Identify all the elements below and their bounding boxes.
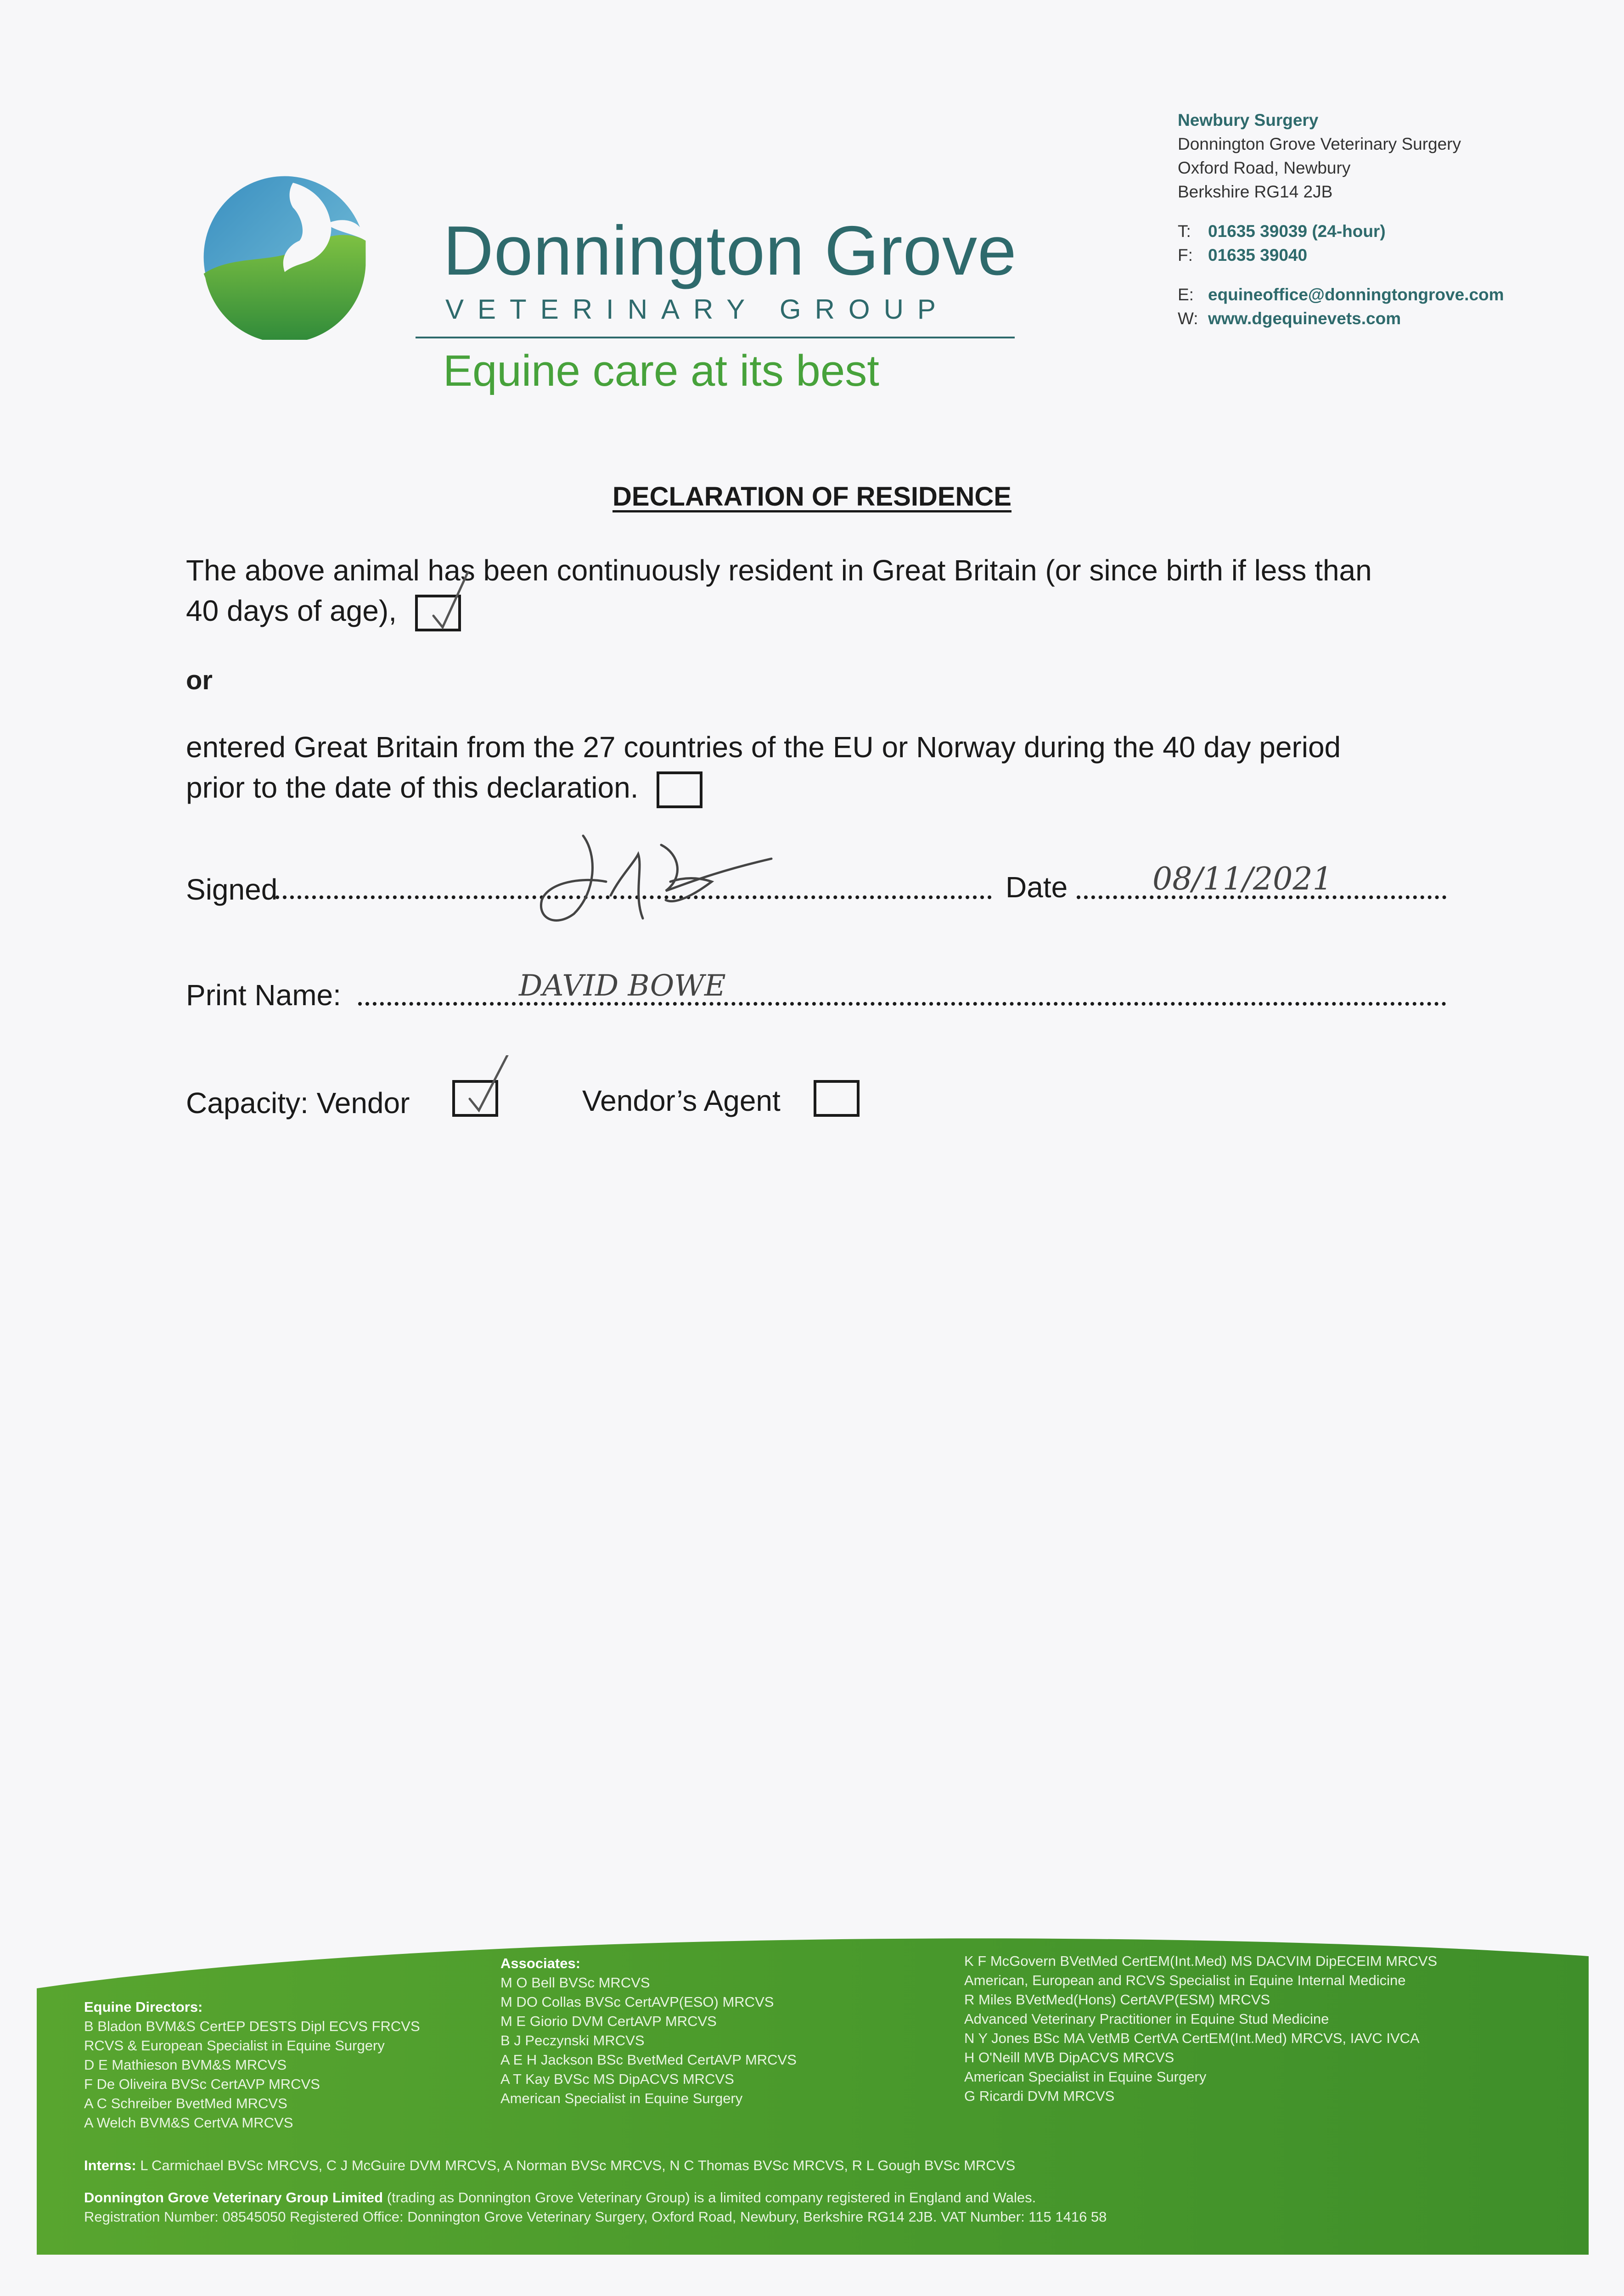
equine-directors — [84, 1998, 420, 2133]
brand-name: Donnington Grove — [443, 212, 1017, 290]
check-mark-icon — [461, 1055, 512, 1120]
vet-item: R Miles BVetMed(Hons) CertAVP(ESM) MRCVS — [964, 1992, 1270, 2008]
associate-item: A E H Jackson BSc BvetMed CertAVP MRCVS — [500, 2052, 797, 2068]
telephone: T: 01635 39039 (24-hour) — [1178, 222, 1386, 241]
director-item: D E Mathieson BVM&S MRCVS — [84, 2057, 287, 2073]
associates-heading: Associates: — [500, 1955, 581, 1971]
surgery-name: Newbury Surgery — [1178, 111, 1319, 129]
director-item: B Bladon BVM&S CertEP DESTS Dipl ECVS FRCVS — [84, 2018, 420, 2034]
director-item: RCVS & European Specialist in Equine Surgery — [84, 2037, 385, 2054]
address-line-3: Berkshire RG14 2JB — [1178, 182, 1333, 201]
checkbox-resident[interactable] — [415, 595, 461, 631]
contact-block — [1178, 108, 1591, 331]
address-line-1: Donnington Grove Veterinary Surgery — [1178, 135, 1461, 153]
director-item: F De Oliveira BVSc CertAVP MRCVS — [84, 2076, 320, 2092]
associate-item: M DO Collas BVSc CertAVP(ESO) MRCVS — [500, 1994, 774, 2010]
associate-item: A T Kay BVSc MS DipACVS MRCVS — [500, 2071, 734, 2087]
brand-tagline: Equine care at its best — [443, 346, 879, 395]
address-line-2: Oxford Road, Newbury — [1178, 158, 1351, 177]
checkbox-vendor[interactable] — [452, 1080, 498, 1117]
vet-item: Advanced Veterinary Practitioner in Equine Stud Medicine — [964, 2011, 1329, 2027]
checkbox-agent[interactable] — [814, 1080, 860, 1117]
associate-item: M E Giorio DVM CertAVP MRCVS — [500, 2013, 717, 2029]
vet-item: N Y Jones BSc MA VetMB CertVA CertEM(Int.Med) MRCVS, IAVC IVCA — [964, 2030, 1420, 2046]
associate-item: American Specialist in Equine Surgery — [500, 2090, 743, 2106]
check-mark-icon — [424, 570, 475, 634]
entry-line-1: entered Great Britain from the 27 countries of the EU or Norway during the 40 day period — [186, 731, 1341, 764]
print-name-label: Print Name: — [186, 979, 341, 1012]
company-name: Donnington Grove Veterinary Group Limited — [84, 2189, 383, 2206]
residence-statement — [186, 550, 1472, 631]
print-name-value[interactable]: DAVID BOWE — [519, 969, 726, 1003]
director-item: A C Schreiber BvetMed MRCVS — [84, 2095, 287, 2111]
interns-label: Interns: — [84, 2157, 136, 2173]
director-item: A Welch BVM&S CertVA MRCVS — [84, 2115, 293, 2131]
residence-line-1: The above animal has been continuously resident in Great Britain (or since birth if less than — [186, 554, 1372, 587]
vet-item: G Ricardi DVM MRCVS — [964, 2088, 1115, 2104]
vet-item: American, European and RCVS Specialist in Equine Internal Medicine — [964, 1972, 1406, 1988]
entry-line-2: prior to the date of this declaration. — [186, 771, 639, 804]
fax: F: 01635 39040 — [1178, 246, 1308, 264]
agent-label: Vendor’s Agent — [582, 1084, 781, 1117]
brand-subtitle: VETERINARY GROUP — [445, 294, 950, 325]
company-info — [84, 2188, 1107, 2227]
brand-divider — [416, 337, 1015, 338]
date-value[interactable]: 08/11/2021 — [1152, 861, 1332, 897]
checkbox-entered[interactable] — [657, 771, 702, 808]
vet-item: H O'Neill MVB DipACVS MRCVS — [964, 2049, 1174, 2065]
signature[interactable] — [528, 827, 785, 937]
interns — [84, 2156, 1015, 2175]
residence-line-2: 40 days of age), — [186, 594, 397, 627]
capacity-label: Capacity: Vendor — [186, 1086, 410, 1120]
associate-item: B J Peczynski MRCVS — [500, 2032, 645, 2048]
date-label: Date — [1006, 871, 1068, 904]
directors-heading: Equine Directors: — [84, 1999, 203, 2015]
associates — [500, 1954, 797, 2108]
entry-statement — [186, 727, 1472, 808]
signed-label: Signed — [186, 873, 278, 906]
email[interactable]: E: equineoffice@donningtongrove.com — [1178, 285, 1504, 304]
horse-logo-icon — [202, 174, 367, 340]
other-vets — [964, 1952, 1437, 2106]
or-separator: or — [186, 665, 213, 695]
vet-item: American Specialist in Equine Surgery — [964, 2069, 1207, 2085]
vet-item: K F McGovern BVetMed CertEM(Int.Med) MS DACVIM DipECEIM MRCVS — [964, 1953, 1438, 1969]
registration-details: Registration Number: 08545050 Registered Office: Donnington Grove Veterinary Surgery, Oxford Road, Newbury, Berkshire RG14 2JB. VAT Number: 115 1416 58 — [84, 2209, 1107, 2225]
company-description: (trading as Donnington Grove Veterinary Group) is a limited company registered in England and Wales. — [387, 2189, 1036, 2206]
website[interactable]: W: www.dgequinevets.com — [1178, 309, 1401, 328]
document-title: DECLARATION OF RESIDENCE — [613, 482, 1011, 512]
associate-item: M O Bell BVSc MRCVS — [500, 1975, 650, 1991]
interns-list: L Carmichael BVSc MRCVS, C J McGuire DVM MRCVS, A Norman BVSc MRCVS, N C Thomas BVSc MRCVS, R L Gough BVSc MRCVS — [140, 2157, 1016, 2173]
